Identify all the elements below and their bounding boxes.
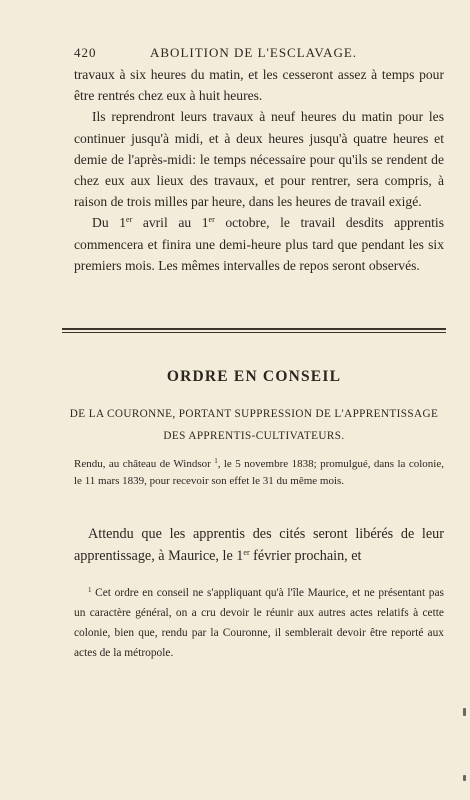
subheading-line-1: DE LA COURONNE, PORTANT SUPPRESSION DE L'APPRENTISSAGE bbox=[69, 408, 439, 420]
paragraph-3-part-b: avril au 1 bbox=[132, 215, 209, 231]
section-heading: ORDRE EN CONSEIL bbox=[166, 368, 342, 385]
paragraph-2: Ils reprendront leurs travaux à neuf heures du matin pour les continuer jusqu'à midi, et à deux heures jusqu'à quatre heures et demie de l'après-midi: le temps nécessaire pour qu'ils se rendent de chez eux aux lieux des travaux, et pour rentrer, sera compris, à raison de trois milles par heure, dans les heures de travail exigé. bbox=[74, 109, 444, 210]
page-edge-mark bbox=[463, 775, 466, 781]
ordinal-superscript: er bbox=[126, 215, 133, 225]
paragraph-3-part-a: Du 1 bbox=[92, 215, 127, 231]
footnote-reference: 1 bbox=[214, 457, 218, 465]
section-divider-rule bbox=[62, 328, 446, 333]
section-subheading bbox=[62, 403, 446, 447]
opening-part-b: février prochain, et bbox=[249, 547, 362, 564]
paragraph-1: travaux à six heures du matin, et les cesseront assez à temps pour être rentrés chez eux à huit heures. bbox=[74, 67, 444, 104]
footnote bbox=[74, 583, 444, 663]
subheading-line-2: DES APPRENTIS-CULTIVATEURS. bbox=[163, 430, 345, 442]
page-edge-mark bbox=[463, 708, 466, 716]
opening-part-a: Attendu que les apprentis des cités seront libérés de leur apprentissage, à Maurice, le 1 bbox=[74, 526, 444, 564]
intro-part-b: , le 5 novembre 1838; promulgué, dans la colonie, le 11 mars 1839, pour recevoir son effet le 31 du même mois. bbox=[74, 458, 444, 487]
running-title: ABOLITION DE L'ESCLAVAGE. bbox=[150, 45, 358, 60]
paragraph-3-part-c: octobre, le travail desdits apprentis commencera et finira une demi-heure plus tard que pendant les six premiers mois. Les mêmes intervalles de repos seront observés. bbox=[74, 215, 445, 273]
paragraph-3 bbox=[74, 212, 444, 276]
ordinal-superscript: er bbox=[208, 215, 215, 225]
ordinal-superscript: er bbox=[243, 547, 250, 557]
page-number: 420 bbox=[74, 45, 97, 60]
decree-opening-paragraph bbox=[74, 524, 444, 567]
intro-part-a: Rendu, au château de Windsor bbox=[74, 458, 215, 470]
decree-intro bbox=[74, 456, 444, 489]
footnote-marker: 1 bbox=[88, 586, 92, 594]
body-text bbox=[74, 64, 444, 276]
footnote-text: Cet ordre en conseil ne s'appliquant qu'à l'île Maurice, et ne présentant pas un caractère général, on a cru devoir le réunir aux autres actes relatifs à cette colonie, bien que, rendu par la Couronne, il semblerait devoir être reporté aux actes de la métropole. bbox=[74, 587, 444, 659]
